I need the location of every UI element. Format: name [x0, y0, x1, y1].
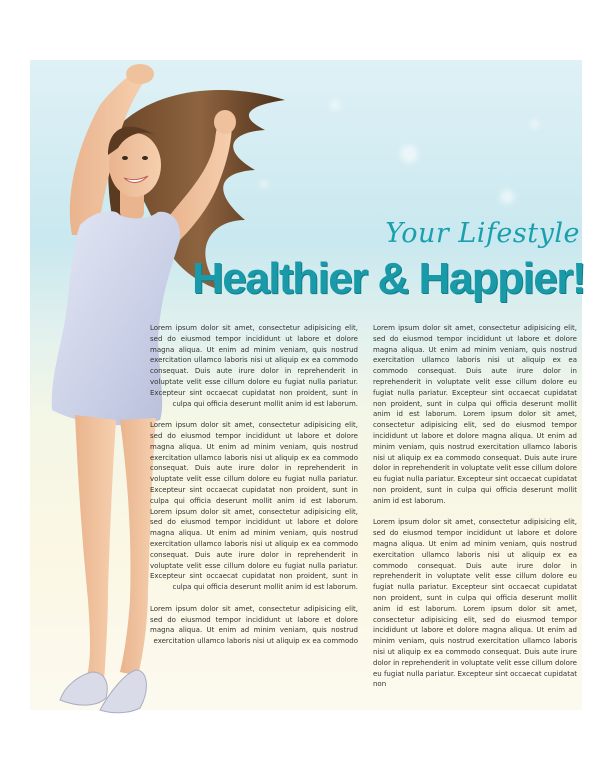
paragraph: Lorem ipsum dolor sit amet, consectetur adipisicing elit, sed do eiusmod tempor incididunt ut labore et dolore magna aliqua. Ut enim ad minim veniam, quis nostrud exercitation ullamco laboris nisi ut aliquip ex ea commodo — [150, 604, 358, 646]
text-column-left — [150, 323, 358, 658]
heading-script: Your Lifestyle — [385, 218, 580, 249]
bokeh-light — [500, 190, 514, 204]
leg-shape — [75, 415, 116, 682]
hand-shape — [126, 64, 154, 84]
bokeh-light — [530, 120, 539, 129]
paragraph: Lorem ipsum dolor sit amet, consectetur adipisicing elit, sed do eiusmod tempor incididunt ut labore et dolore magna aliqua. Ut enim ad minim veniam, quis nostrud exercitation ullamco laboris nisi ut aliquip ex ea commodo consequat. Duis aute irure dolor in reprehenderit in voluptate velit esse cillum dolore eu fugiat nulla pariatur. Excepteur sint occaecat cupidatat non proident, sunt in culpa qui officia deserunt mollit anim id est laborum. Lorem ipsum dolor sit amet, consectetur adipisicing elit, sed do eiusmod tempor incididunt ut labore et dolore magna aliqua. Ut enim ad minim veniam, quis nostrud exercitation ullamco laboris nisi ut aliquip ex ea commodo consequat. Duis aute irure dolor in reprehenderit in voluptate velit esse cillum dolore eu fugiat nulla pariatur. Excepteur sint occaecat cupidatat non proident, sunt in culpa qui officia deserunt mollit anim id est laborum. — [150, 421, 358, 592]
text-column-right — [373, 323, 577, 701]
paragraph: Lorem ipsum dolor sit amet, consectetur adipisicing elit, sed do eiusmod tempor incididunt ut labore et dolore magna aliqua. Ut enim ad minim veniam, quis nostrud exercitation ullamco laboris nisi ut aliquip ex ea commodo consequat. Duis aute irure dolor in reprehenderit in voluptate velit esse cillum dolore eu fugiat nulla pariatur. Excepteur sint occaecat cupidatat non proident, sunt in culpa qui officia deserunt mollit anim id est laborum. Lorem ipsum dolor sit amet, consectetur adipisicing elit, sed do eiusmod tempor incididunt ut labore et dolore magna aliqua. Ut enim ad minim veniam, quis nostrud exercitation ullamco laboris nisi ut aliquip ex ea commodo consequat. Duis aute irure dolor in reprehenderit in voluptate velit esse cillum dolore eu fugiat nulla pariatur. Excepteur sint occaecat cupidatat non proident, sunt in culpa qui officia deserunt mollit anim id est laborum. — [373, 324, 578, 505]
shoe-shape — [60, 672, 107, 705]
paragraph: Lorem ipsum dolor sit amet, consectetur adipisicing elit, sed do eiusmod tempor incididunt ut labore et dolore magna aliqua. Ut enim ad minim veniam, quis nostrud exercitation ullamco laboris nisi ut aliquip ex ea commodo consequat. Duis aute irure dolor in reprehenderit in voluptate velit esse cillum dolore eu fugiat nulla pariatur. Excepteur sint occaecat cupidatat non proident, sunt in culpa qui officia deserunt mollit anim id est laborum. Lorem ipsum dolor sit amet, consectetur adipisicing elit, sed do eiusmod tempor incididunt ut labore et dolore magna aliqua. Ut enim ad minim veniam, quis nostrud exercitation ullamco laboris nisi ut aliquip ex ea commodo consequat. Duis aute irure dolor in reprehenderit in voluptate velit esse cillum dolore eu fugiat nulla pariatur. Excepteur sint occaecat cupidatat non — [373, 518, 578, 689]
eye-shape — [142, 156, 148, 160]
bokeh-light — [400, 145, 418, 163]
heading-main: Healthier & Happier! — [192, 254, 585, 303]
hand-shape — [214, 110, 236, 134]
paragraph: Lorem ipsum dolor sit amet, consectetur adipisicing elit, sed do eiusmod tempor incididunt ut labore et dolore magna aliqua. Ut enim ad minim veniam, quis nostrud exercitation ullamco laboris nisi ut aliquip ex ea commodo consequat. Duis aute irure dolor in reprehenderit in voluptate velit esse cillum dolore eu fugiat nulla pariatur. Excepteur sint occaecat cupidatat non proident, sunt in culpa qui officia deserunt mollit anim id est laborum. — [150, 324, 358, 408]
bokeh-light — [330, 100, 340, 110]
eye-shape — [122, 156, 128, 160]
